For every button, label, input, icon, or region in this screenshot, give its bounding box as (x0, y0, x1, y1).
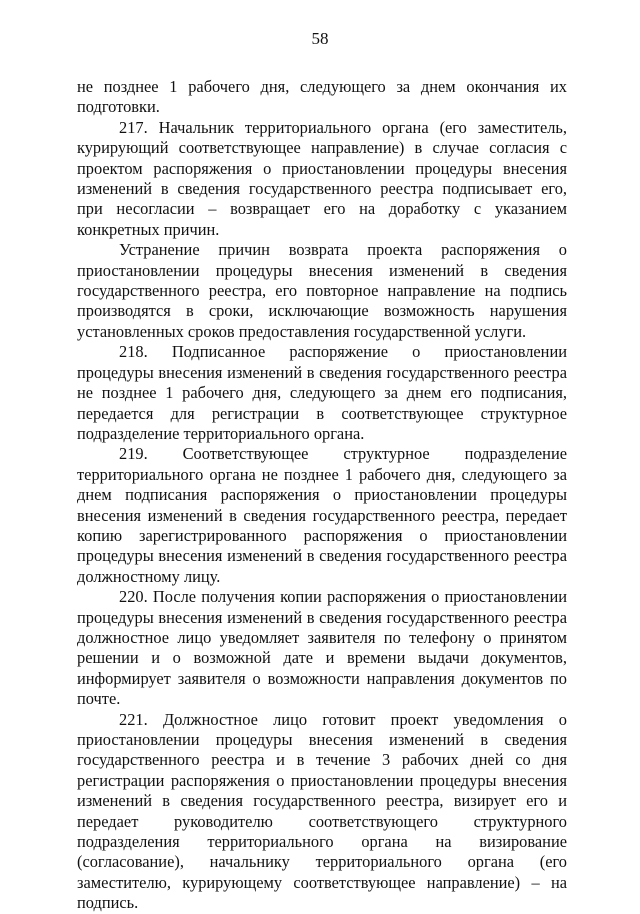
paragraph-217-return: Устранение причин возврата проекта распоряжения о приостановлении процедуры внесения изменений в сведения государственного реестра, его повторное направление на подпись производятся в сроки, исключающие возможность нарушения установленных сроков предоставления государственной услуги. (77, 240, 567, 341)
paragraph-217: 217. Начальник территориального органа (его заместитель, курирующий соответствующее направление) в случае согласия с проектом распоряжения о приостановлении процедуры внесения изменений в сведения государственного реестра подписывает его, при несогласии – возвращает его на доработку с указанием конкретных причин. (77, 117, 567, 239)
page-number: 58 (311, 29, 329, 48)
document-body (77, 77, 567, 914)
paragraph-220: 220. После получения копии распоряжения о приостановлении процедуры внесения изменений в сведения государственного реестра должностное лицо уведомляет заявителя по телефону о принятом решении и о возможной дате и времени выдачи документов, информирует заявителя о возможности направления документов по почте. (77, 587, 567, 709)
paragraph-218: 218. Подписанное распоряжение о приостановлении процедуры внесения изменений в сведения государственного реестра не позднее 1 рабочего дня, следующего за днем его подписания, передается для регистрации в соответствующее структурное подразделение территориального органа. (77, 342, 567, 443)
paragraph-continuation: не позднее 1 рабочего дня, следующего за днем окончания их подготовки. (77, 77, 567, 117)
paragraph-221: 221. Должностное лицо готовит проект уведомления о приостановлении процедуры внесения изменений в сведения государственного реестра и в течение 3 рабочих дней со дня регистрации распоряжения о приостановлении процедуры внесения изменений в сведения государственного реестра, визирует его и передает руководителю соответствующего структурного подразделения территориального органа на визирование (согласование), начальнику территориального органа (его заместителю, курирующему соответствующее направление) – на подпись. (77, 709, 567, 913)
paragraph-219: 219. Соответствующее структурное подразделение территориального органа не позднее 1 рабочего дня, следующего за днем подписания распоряжения о приостановлении процедуры внесения изменений в сведения государственного реестра, передает копию зарегистрированного распоряжения о приостановлении процедуры внесения изменений в сведения государственного реестра должностному лицу. (77, 444, 567, 586)
